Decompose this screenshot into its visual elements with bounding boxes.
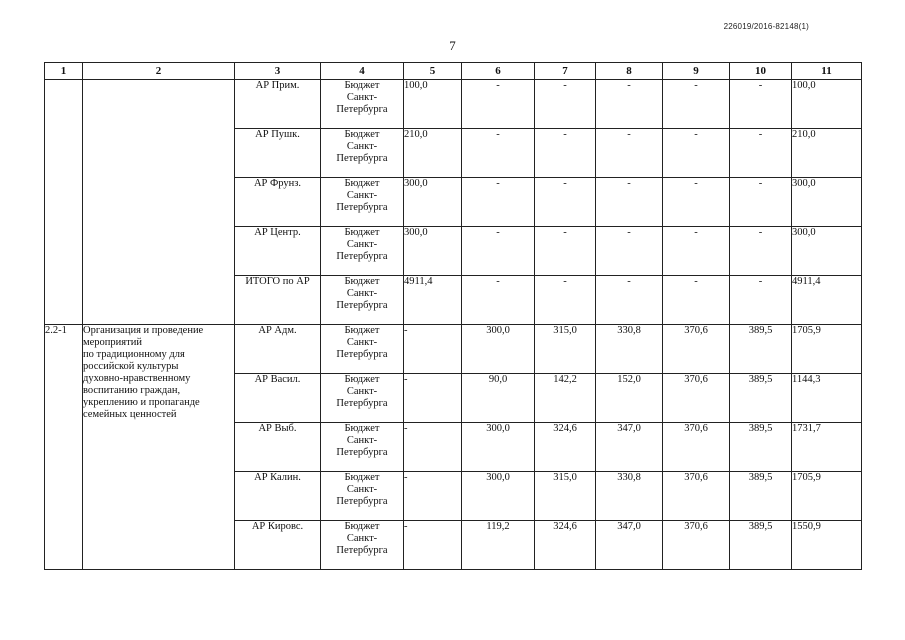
value-text: 315,0 <box>553 325 577 336</box>
value-text: 119,2 <box>486 521 510 532</box>
district-cell: АР Пушк. <box>235 129 321 178</box>
value-cell-col-8 <box>596 325 663 374</box>
header-row <box>45 63 862 80</box>
value-cell-col-9 <box>663 325 730 374</box>
value-cell-col-11 <box>792 80 862 129</box>
value-cell-col-8 <box>596 129 663 178</box>
value-cell-col-8 <box>596 227 663 276</box>
district-cell: ИТОГО по АР <box>235 276 321 325</box>
value-cell-col-5 <box>404 423 462 472</box>
value-text: - <box>694 129 698 140</box>
value-text: - <box>563 227 567 238</box>
value-cell-col-6 <box>462 521 535 570</box>
value-text: 300,0 <box>404 227 428 238</box>
item-name-cell <box>83 325 235 570</box>
value-text: 389,5 <box>748 325 773 336</box>
value-text: - <box>627 178 631 189</box>
column-header-5: 5 <box>404 63 462 80</box>
column-header-10: 10 <box>730 63 792 80</box>
funding-source-line: Петербурга <box>336 496 388 507</box>
value-cell-col-10 <box>730 129 792 178</box>
value-cell-col-7 <box>535 178 596 227</box>
value-cell-col-6 <box>462 325 535 374</box>
value-cell-col-8 <box>596 374 663 423</box>
funding-source-cell <box>321 80 404 129</box>
value-cell-col-7 <box>535 227 596 276</box>
value-text: 300,0 <box>792 227 816 238</box>
value-cell-col-8 <box>596 80 663 129</box>
funding-source-line: Санкт- <box>346 435 378 446</box>
value-cell-col-11 <box>792 129 862 178</box>
item-name-cell <box>83 80 235 325</box>
value-text: 389,5 <box>748 472 773 483</box>
value-text: 370,6 <box>684 325 708 336</box>
item-name-line: российской культуры <box>83 361 179 372</box>
value-text: 330,8 <box>617 472 641 483</box>
funding-source-line: Бюджет <box>344 276 380 287</box>
value-cell-col-7 <box>535 472 596 521</box>
value-cell-col-10 <box>730 178 792 227</box>
page-number: 7 <box>449 38 456 53</box>
funding-source-line: Бюджет <box>344 80 380 91</box>
value-text: - <box>694 178 698 189</box>
item-code-cell: 2.2-1 <box>45 325 83 570</box>
table-row <box>45 325 862 374</box>
value-cell-col-11 <box>792 374 862 423</box>
value-cell-col-11 <box>792 276 862 325</box>
column-header-11: 11 <box>792 63 862 80</box>
value-cell-col-7 <box>535 325 596 374</box>
funding-source-line: Бюджет <box>344 325 380 336</box>
value-cell-col-6 <box>462 227 535 276</box>
value-text: - <box>496 80 500 91</box>
funding-source-line: Бюджет <box>344 178 380 189</box>
value-text: 1731,7 <box>792 423 821 434</box>
value-text: - <box>758 276 763 287</box>
value-text: 370,6 <box>684 521 708 532</box>
value-text: - <box>563 178 567 189</box>
value-cell-col-9 <box>663 129 730 178</box>
funding-source-line: Бюджет <box>344 129 380 140</box>
district-cell: АР Кировс. <box>235 521 321 570</box>
value-text: 300,0 <box>486 472 510 483</box>
value-text: 1550,9 <box>792 521 821 532</box>
value-cell-col-11 <box>792 178 862 227</box>
value-text: 100,0 <box>404 80 428 91</box>
funding-source-line: Санкт- <box>346 288 378 299</box>
value-text: 210,0 <box>792 129 816 140</box>
table-row <box>45 80 862 129</box>
value-cell-col-10 <box>730 374 792 423</box>
value-cell-col-8 <box>596 178 663 227</box>
value-text: 347,0 <box>617 423 641 434</box>
value-cell-col-5 <box>404 80 462 129</box>
funding-source-line: Петербурга <box>336 447 388 458</box>
value-cell-col-5 <box>404 276 462 325</box>
district-cell: АР Васил. <box>235 374 321 423</box>
value-cell-col-5 <box>404 521 462 570</box>
column-header-1: 1 <box>45 63 83 80</box>
value-text: - <box>496 129 500 140</box>
value-cell-col-9 <box>663 227 730 276</box>
value-text: 347,0 <box>617 521 641 532</box>
funding-source-cell <box>321 178 404 227</box>
item-code-cell <box>45 80 83 325</box>
funding-source-line: Санкт- <box>346 337 378 348</box>
value-cell-col-6 <box>462 178 535 227</box>
value-cell-col-9 <box>663 423 730 472</box>
item-name-line: укреплению и пропаганде <box>83 397 200 408</box>
document-id: 226019/2016-82148(1) <box>723 22 809 31</box>
value-text: - <box>496 178 500 189</box>
funding-source-line: Петербурга <box>336 251 388 262</box>
funding-source-line: Санкт- <box>346 239 378 250</box>
value-cell-col-5 <box>404 325 462 374</box>
value-cell-col-6 <box>462 129 535 178</box>
funding-source-line: Бюджет <box>344 374 380 385</box>
value-cell-col-7 <box>535 374 596 423</box>
value-text: 389,5 <box>748 374 773 385</box>
column-header-7: 7 <box>535 63 596 80</box>
value-cell-col-11 <box>792 423 862 472</box>
district-cell: АР Прим. <box>235 80 321 129</box>
value-text: 1705,9 <box>792 325 821 336</box>
value-cell-col-7 <box>535 521 596 570</box>
value-cell-col-5 <box>404 472 462 521</box>
value-text: - <box>627 129 631 140</box>
value-text: 370,6 <box>684 472 708 483</box>
item-name-line: духовно-нравственному <box>83 373 191 384</box>
value-text: 300,0 <box>792 178 816 189</box>
item-name-line: семейных ценностей <box>83 409 177 420</box>
funding-source-line: Санкт- <box>346 386 378 397</box>
value-cell-col-7 <box>535 129 596 178</box>
value-cell-col-5 <box>404 374 462 423</box>
value-text: 315,0 <box>553 472 577 483</box>
funding-source-line: Бюджет <box>344 521 380 532</box>
funding-source-cell <box>321 325 404 374</box>
value-cell-col-6 <box>462 472 535 521</box>
column-header-4: 4 <box>321 63 404 80</box>
funding-source-line: Санкт- <box>346 92 378 103</box>
value-cell-col-7 <box>535 80 596 129</box>
value-text: 1705,9 <box>792 472 821 483</box>
value-text: 389,5 <box>748 521 773 532</box>
column-header-3: 3 <box>235 63 321 80</box>
value-cell-col-5 <box>404 227 462 276</box>
district-cell: АР Фрунз. <box>235 178 321 227</box>
funding-source-cell <box>321 423 404 472</box>
funding-source-line: Петербурга <box>336 202 388 213</box>
value-text: 300,0 <box>486 423 510 434</box>
value-text: - <box>404 374 408 385</box>
value-text: - <box>758 227 763 238</box>
value-text: 389,5 <box>748 423 773 434</box>
value-text: 300,0 <box>486 325 510 336</box>
value-cell-col-8 <box>596 423 663 472</box>
value-text: 324,6 <box>553 521 577 532</box>
funding-source-line: Санкт- <box>346 190 378 201</box>
value-cell-col-10 <box>730 276 792 325</box>
funding-source-line: Санкт- <box>346 141 378 152</box>
funding-source-cell <box>321 227 404 276</box>
value-text: - <box>758 178 763 189</box>
value-cell-col-11 <box>792 325 862 374</box>
value-text: 324,6 <box>553 423 577 434</box>
value-text: 330,8 <box>617 325 641 336</box>
column-header-8: 8 <box>596 63 663 80</box>
value-text: - <box>758 129 763 140</box>
value-text: 4911,4 <box>792 276 821 287</box>
value-text: - <box>404 472 408 483</box>
value-cell-col-10 <box>730 521 792 570</box>
funding-source-line: Петербурга <box>336 545 388 556</box>
value-cell-col-7 <box>535 276 596 325</box>
funding-source-line: Петербурга <box>336 104 388 115</box>
value-cell-col-8 <box>596 472 663 521</box>
value-text: 300,0 <box>404 178 428 189</box>
value-text: 4911,4 <box>404 276 433 287</box>
district-cell: АР Калин. <box>235 472 321 521</box>
funding-source-line: Санкт- <box>346 533 378 544</box>
value-cell-col-11 <box>792 472 862 521</box>
value-text: - <box>627 80 631 91</box>
value-text: - <box>627 276 631 287</box>
value-cell-col-9 <box>663 178 730 227</box>
value-text: 1144,3 <box>792 374 821 385</box>
district-cell: АР Центр. <box>235 227 321 276</box>
value-cell-col-9 <box>663 472 730 521</box>
column-header-6: 6 <box>462 63 535 80</box>
value-cell-col-5 <box>404 178 462 227</box>
funding-source-cell <box>321 521 404 570</box>
value-text: - <box>496 227 500 238</box>
funding-source-line: Петербурга <box>336 153 388 164</box>
funding-source-line: Петербурга <box>336 300 388 311</box>
funding-source-line: Санкт- <box>346 484 378 495</box>
value-text: - <box>404 423 408 434</box>
value-text: 142,2 <box>553 374 577 385</box>
value-text: - <box>563 276 567 287</box>
value-cell-col-8 <box>596 276 663 325</box>
value-cell-col-10 <box>730 472 792 521</box>
funding-source-line: Бюджет <box>344 423 380 434</box>
value-cell-col-11 <box>792 227 862 276</box>
value-text: - <box>758 80 763 91</box>
value-cell-col-6 <box>462 276 535 325</box>
value-cell-col-10 <box>730 227 792 276</box>
value-cell-col-6 <box>462 423 535 472</box>
value-text: 152,0 <box>617 374 641 385</box>
budget-table <box>44 62 862 570</box>
item-name-line: воспитанию граждан, <box>83 385 181 396</box>
value-text: 370,6 <box>684 374 708 385</box>
value-cell-col-9 <box>663 374 730 423</box>
district-cell: АР Выб. <box>235 423 321 472</box>
value-cell-col-6 <box>462 374 535 423</box>
value-text: 90,0 <box>488 374 508 385</box>
value-text: - <box>694 276 698 287</box>
value-cell-col-5 <box>404 129 462 178</box>
value-text: 100,0 <box>792 80 816 91</box>
value-text: - <box>404 325 408 336</box>
value-cell-col-6 <box>462 80 535 129</box>
value-cell-col-10 <box>730 325 792 374</box>
value-text: - <box>563 80 567 91</box>
value-cell-col-10 <box>730 423 792 472</box>
funding-source-cell <box>321 374 404 423</box>
value-text: - <box>694 227 698 238</box>
item-name-line: по традиционному для <box>83 349 185 360</box>
value-cell-col-8 <box>596 521 663 570</box>
item-name-line: мероприятий <box>83 337 142 348</box>
value-text: - <box>563 129 567 140</box>
value-cell-col-7 <box>535 423 596 472</box>
value-cell-col-9 <box>663 80 730 129</box>
funding-source-cell <box>321 276 404 325</box>
funding-source-line: Бюджет <box>344 227 380 238</box>
value-cell-col-9 <box>663 276 730 325</box>
funding-source-cell <box>321 129 404 178</box>
item-name-line: Организация и проведение <box>83 325 204 336</box>
value-text: 370,6 <box>684 423 708 434</box>
value-cell-col-10 <box>730 80 792 129</box>
value-cell-col-11 <box>792 521 862 570</box>
column-header-9: 9 <box>663 63 730 80</box>
funding-source-line: Бюджет <box>344 472 380 483</box>
funding-source-line: Петербурга <box>336 349 388 360</box>
district-cell: АР Адм. <box>235 325 321 374</box>
value-cell-col-9 <box>663 521 730 570</box>
column-header-2: 2 <box>83 63 235 80</box>
funding-source-line: Петербурга <box>336 398 388 409</box>
value-text: - <box>496 276 500 287</box>
funding-source-cell <box>321 472 404 521</box>
value-text: 210,0 <box>404 129 428 140</box>
value-text: - <box>627 227 631 238</box>
value-text: - <box>694 80 698 91</box>
value-text: - <box>404 521 408 532</box>
